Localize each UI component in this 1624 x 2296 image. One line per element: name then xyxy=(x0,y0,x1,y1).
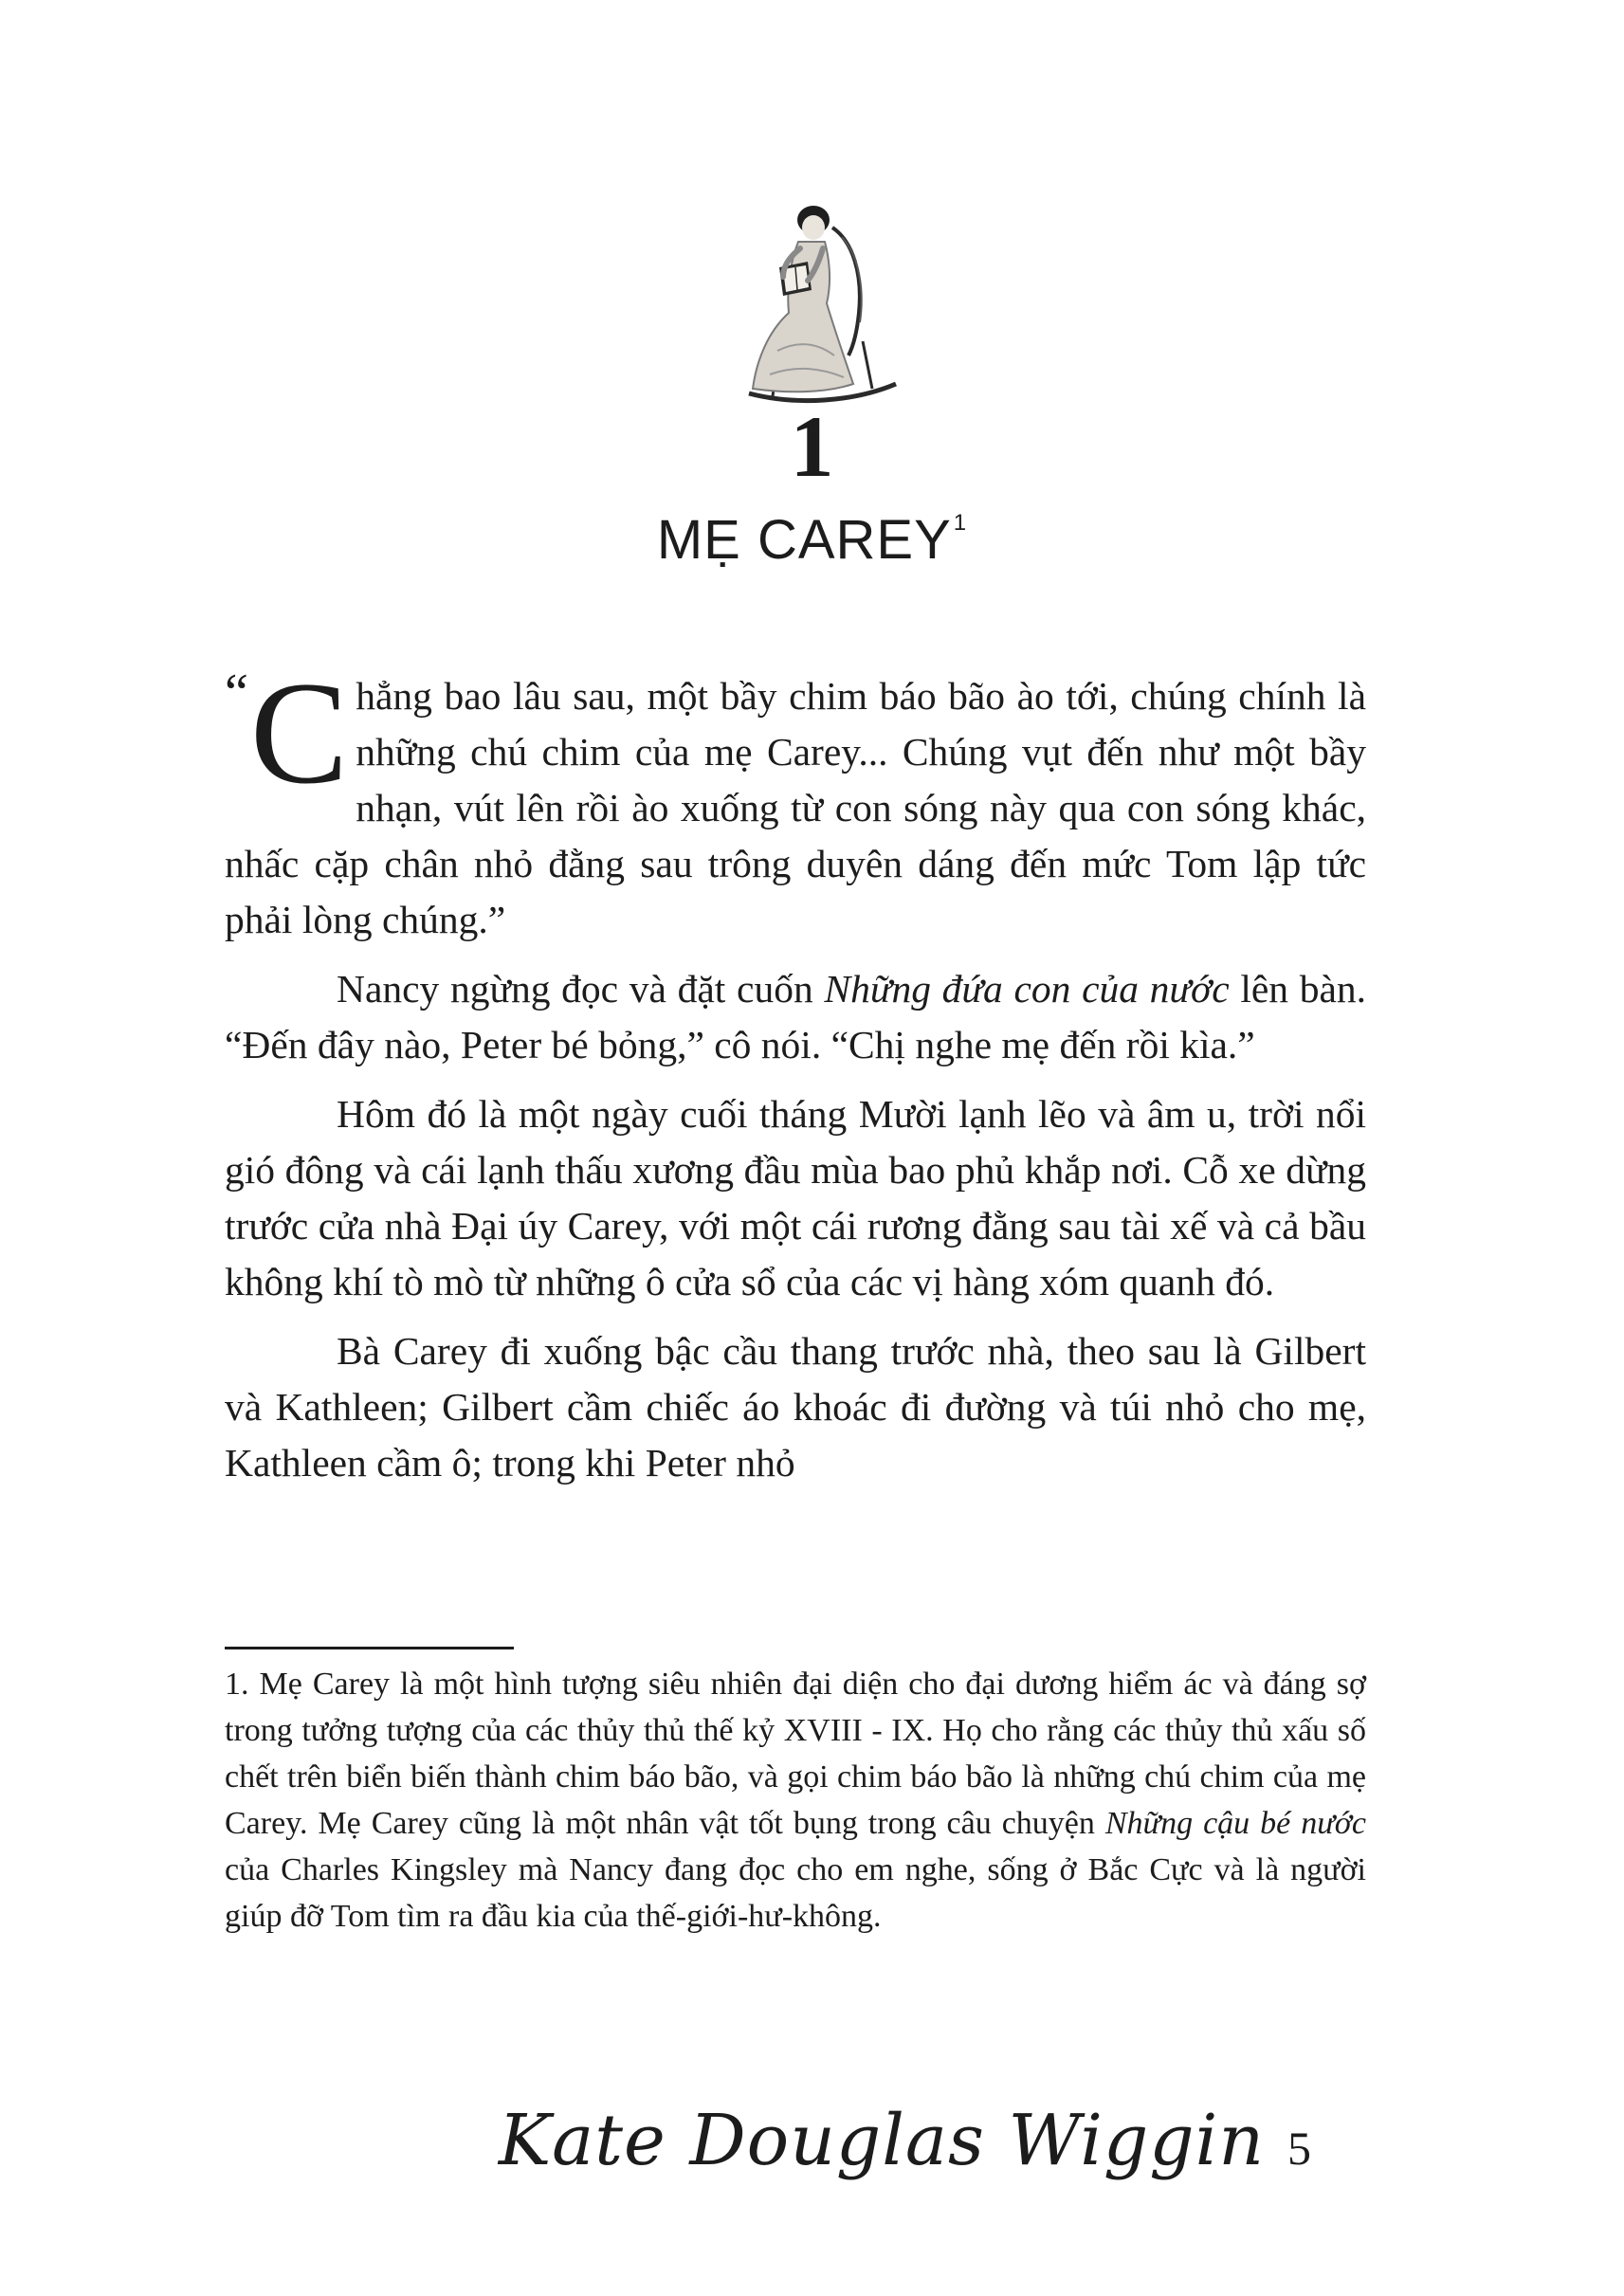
woman-reading-in-rocking-chair-icon xyxy=(721,199,910,408)
page-number: 5 xyxy=(1287,2122,1311,2175)
running-footer xyxy=(499,2100,1311,2185)
footnote-divider xyxy=(225,1647,514,1649)
paragraph-text: hẳng bao lâu sau, một bầy chim báo bão ào tới, chúng chính là những chú chim của mẹ Carey... Chúng vụt đến như một bầy nhạn, vút lên rồi ào xuống từ con sóng này qua con sóng khác, nhấc cặp chân nhỏ đằng sau trông duyên dáng đến mức Tom lập tức phải lòng chúng.” xyxy=(225,674,1366,941)
footnote-text-part: 1. Mẹ Carey là một hình tượng siêu nhiên đại diện cho đại dương hiểm ác và đáng sợ trong tưởng tượng của các thủy thủ thế kỷ XVIII - IX. Họ cho rằng các thủy thủ xấu số chết trên biển biến thành chim báo bão, và gọi chim báo bão là những chú chim của mẹ Carey. Mẹ Carey cũng là một nhân vật tốt bụng trong câu chuyện xyxy=(225,1667,1366,1841)
book-title: Những đứa con của nước xyxy=(824,967,1230,1011)
author-signature: Kate Douglas Wiggin xyxy=(498,2100,1265,2181)
drop-cap: C xyxy=(249,651,349,814)
footnote-book-title: Những cậu bé nước xyxy=(1104,1806,1366,1841)
chapter-title xyxy=(0,509,1624,571)
footnote-marker: 1 xyxy=(953,510,968,536)
chapter-number: 1 xyxy=(790,398,834,495)
paragraph-text: lên bàn. “Đến đây nào, Peter bé bỏng,” cô nói. “Chị nghe mẹ đến rồi kìa.” xyxy=(225,967,1367,1066)
paragraph-4: Bà Carey đi xuống bậc cầu thang trước nhà, theo sau là Gilbert và Kathleen; Gilbert cầm chiếc áo khoác đi đường và túi nhỏ cho mẹ, Kathleen cầm ô; trong khi Peter nhỏ xyxy=(225,1329,1366,1485)
footnote-text-part: của Charles Kingsley mà Nancy đang đọc cho em nghe, sống ở Bắc Cực và là người giúp đỡ Tom tìm ra đầu kia của thế-giới-hư-không. xyxy=(225,1852,1366,1934)
footnote xyxy=(225,1661,1366,1940)
paragraph-2 xyxy=(225,961,1366,1073)
chapter-title-text: MẸ CAREY xyxy=(656,509,952,571)
footnote-text xyxy=(225,1661,1366,1940)
paragraph-text: Nancy ngừng đọc và đặt cuốn xyxy=(337,967,825,1011)
paragraph-1 xyxy=(225,651,1366,948)
open-quote: “ xyxy=(225,664,248,722)
body-text xyxy=(225,651,1367,1504)
paragraph-3: Hôm đó là một ngày cuối tháng Mười lạnh lẽo và âm u, trời nổi gió đông và cái lạnh thấu xương đầu mùa bao phủ khắp nơi. Cỗ xe dừng trước cửa nhà Đại úy Carey, với một cái rương đằng sau tài xế và cả bầu không khí tò mò từ những ô cửa sổ của các vị hàng xóm quanh đó. xyxy=(225,1092,1366,1303)
